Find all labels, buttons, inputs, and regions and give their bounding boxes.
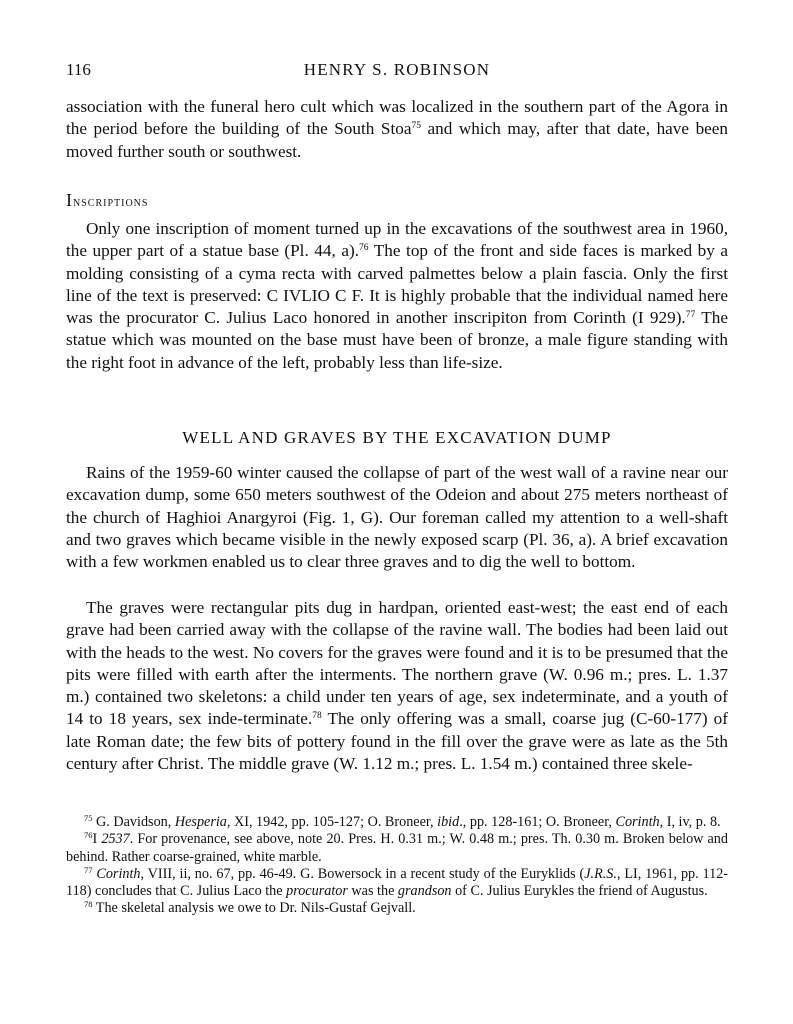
footnote-76: $^{76}$I 2537. For provenance, see above, note 20. Pres. H. 0.31 m.; W. 0.48 m.; pres. Th. 0.30 m. Broken below and behind. Rather coarse-grained, white marble.: [66, 830, 728, 865]
page-number: 116: [66, 60, 91, 79]
paragraph-hero-cult: association with the funeral hero cult which was localized in the southern part of the Agora in the period before the building of the South Stoa$^{75}$ and which may, after that date, have been moved further south or southwest.: [66, 97, 729, 161]
footnote-77: $^{77}$ Corinth, VIII, ii, no. 67, pp. 46-49. G. Bowersock in a recent study of the Euryklids (J.R.S., LI, 1961, pp. 112-118) concludes that C. Julius Laco the procurator was the grandson of C. Julius Eurykles the friend of Augustus.: [66, 864, 729, 900]
footnote-ref-76: 76: [359, 243, 369, 254]
footnote-ref-78: 78: [312, 711, 322, 722]
paragraph-excavation-dump: Rains of the 1959-60 winter caused the collapse of part of the west wall of a ravine near our excavation dump, some 650 meters southwest of the Odeion and about 275 meters northeast of the church of Haghioi Anargyroi (Fig. 1, G). Our foreman called my attention to a well-shaft and two graves which became visible in the newly exposed scarp (Pl. 36, a). A brief excavation with a few workmen enabled us to clear three graves and to dig the well to bottom.: [66, 463, 728, 572]
footnotes: [66, 814, 728, 918]
footnote-ref-75: 75: [411, 121, 421, 132]
footnote-78: $^{78}$ The skeletal analysis we owe to Dr. Nils-Gustaf Gejvall.: [84, 899, 416, 917]
paragraph-inscriptions: Only one inscription of moment turned up in the excavations of the southwest area in 1960, the upper part of a statue base (Pl. 44, a).$^{76}$ The top of the front and side faces is marked by a molding consisting of a cyma recta with carved palmettes below a plain fascia. Only the first line of the text is preserved: C IVLIO C F. It is highly probable that the individual named here was the procurator C. Julius Laco honored in another inscripiton from Corinth (I 929).$^{77}$ The statue which was mounted on the base must have been of bronze, a male figure standing with the right foot in advance of the left, probably less than life-size.: [66, 219, 728, 372]
footnote-75: $^{75}$ G. Davidson, Hesperia, XI, 1942, pp. 105-127; O. Broneer, ibid., pp. 128-161; O. Broneer, Corinth, I, iv, p. 8.: [84, 813, 721, 830]
running-title: HENRY S. ROBINSON: [303, 60, 491, 79]
section-heading-inscriptions: Inscriptions: [66, 190, 149, 210]
page-header: [66, 60, 728, 84]
paragraph-graves: The graves were rectangular pits dug in hardpan, oriented east-west; the east end of each grave had been carried away with the collapse of the ravine wall. The bodies had been laid out with the heads to the west. No covers for the graves were found and it is to be presumed that the pits were filled with earth after the interments. The northern grave (W. 0.96 m.; pres. L. 1.37 m.) contained two skeletons: a child under ten years of age, sex indeterminate, and a youth of 14 to 18 years, sex inde-terminate.$^{78}$ The only offering was a small, coarse jug (C-60-177) of late Roman date; the few bits of pottery found in the fill over the grave were as late as the 5th century after Christ. The middle grave (W. 1.12 m.; pres. L. 1.54 m.) contained three skele-: [66, 598, 728, 774]
section-title-well-and-graves: WELL AND GRAVES BY THE EXCAVATION DUMP: [182, 428, 612, 447]
footnote-ref-77: 77: [685, 310, 696, 321]
